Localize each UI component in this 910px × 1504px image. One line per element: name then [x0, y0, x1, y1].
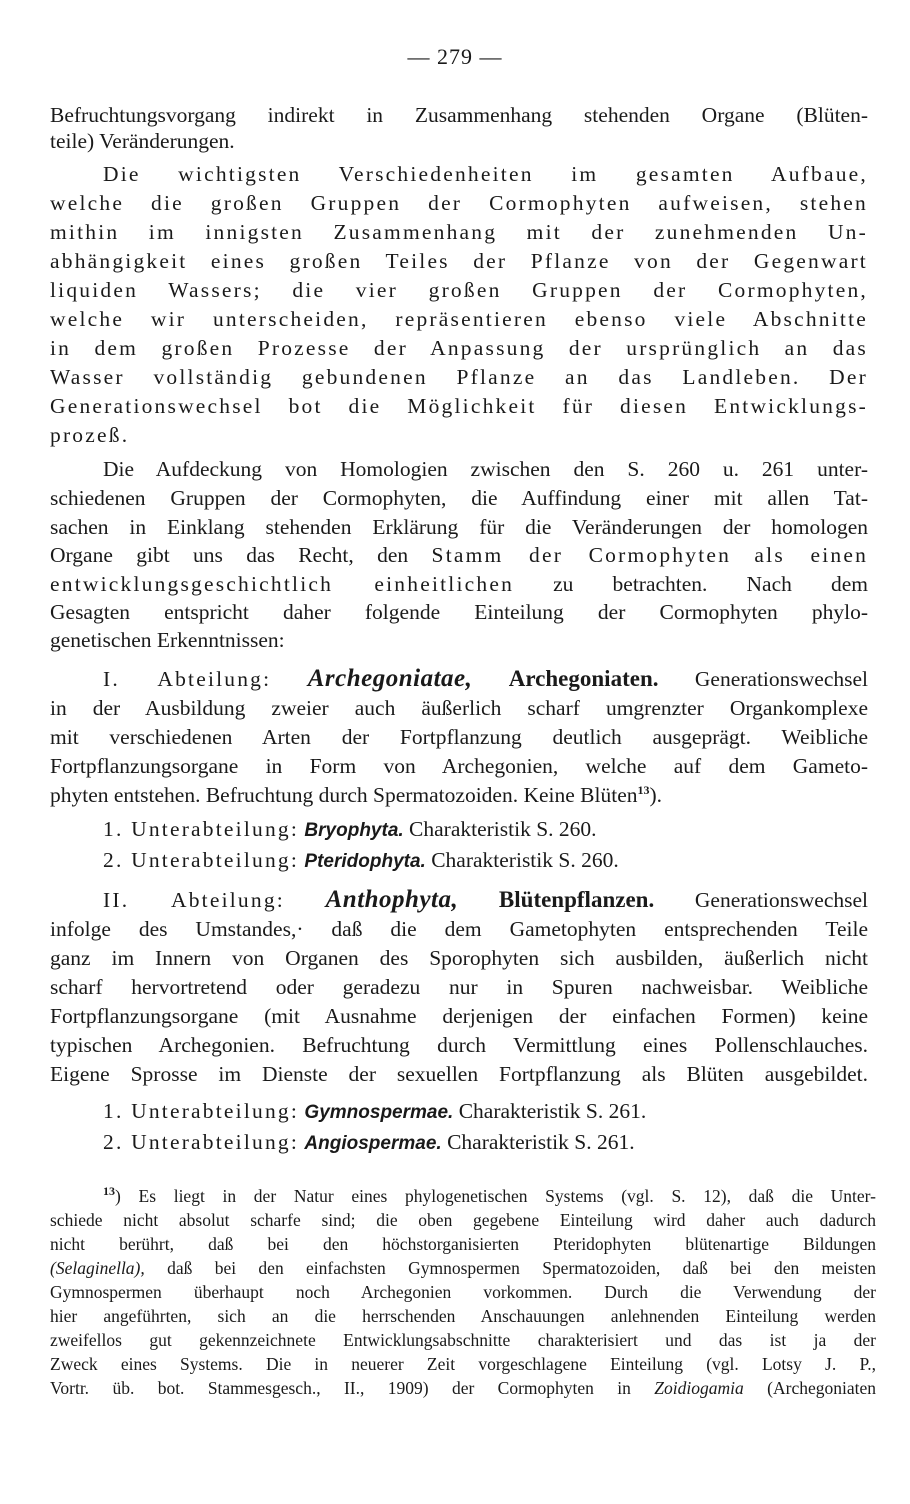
text-fragment: Organe gibt uns das Recht, den [50, 543, 409, 567]
text-fragment: Generationswechsel [694, 888, 868, 912]
footnote-line: zweifellos gut gekennzeichnete Entwicklungsabschnitte charakterisiert und das ist ja der [50, 1330, 876, 1350]
subdivision-label: 1. Unterabteilung: [103, 1099, 300, 1123]
text-line: Befruchtungsvorgang indirekt in Zusammenhang stehenden Organe (Blüten- [50, 103, 868, 127]
footnote-line: Zweck eines Systems. Die in neuerer Zeit vorgeschlagene Einteilung (vgl. Lotsy J. P., [50, 1354, 876, 1374]
text-fragment: Generationswechsel [694, 667, 869, 691]
emphasized-text: als einen [754, 543, 869, 567]
text-line: prozeß. [50, 423, 130, 447]
text-line: sachen in Einklang stehenden Erklärung für die Veränderungen der homologen [50, 515, 868, 539]
text-line: scharf hervortretend oder geradezu nur in Spuren nachweisbar. Weibliche [50, 975, 868, 999]
footnote-line: hier angeführten, sich an die herrschenden Anschauungen anlehnenden Einteilung werden [50, 1306, 876, 1326]
division-label: I. Abteilung: [103, 667, 272, 691]
division-latin-name: Archegoniatae, [307, 665, 473, 692]
subdivision-name: Bryophyta. [304, 820, 404, 841]
italic-term: (Selaginella), [50, 1258, 145, 1278]
subdivision-label: 1. Unterabteilung: [103, 817, 300, 841]
footnote-marker: 13 [103, 1184, 115, 1199]
footnote-reference: 13 [637, 782, 650, 797]
text-line: Die wichtigsten Verschiedenheiten im gesamten Aufbaue, [103, 162, 868, 186]
division-label: II. Abteilung: [103, 888, 285, 912]
division-heading [103, 665, 868, 693]
text-line [50, 781, 868, 809]
subdivision-name: Gymnospermae. [304, 1102, 454, 1123]
text-fragment: Vortr. üb. bot. Stammesgesch., II., 1909) der Cormophyten in [50, 1378, 655, 1398]
text-line [50, 570, 868, 598]
text-line: teile) Veränderungen. [50, 129, 235, 153]
subdivision-line [103, 815, 597, 845]
text-line: typischen Archegonien. Befruchtung durch Vermittlung eines Pollenschlauches. [50, 1033, 868, 1057]
text-line: welche die großen Gruppen der Cormophyten aufweisen, stehen [50, 191, 868, 215]
subdivision-reference: Charakteristik S. 261. [447, 1130, 635, 1154]
division-heading [103, 886, 868, 914]
text-fragment: zu betrachten. Nach dem [553, 572, 869, 596]
text-fragment: phyten entstehen. Befruchtung durch Spermatozoiden. Keine Blüten [50, 783, 638, 807]
text-line: Wasser vollständig gebundenen Pflanze an das Landleben. Der [50, 365, 868, 389]
text-line: Die Aufdeckung von Homologien zwischen den S. 260 u. 261 unter- [103, 457, 868, 481]
emphasized-text: entwicklungsgeschichtlich einheitlichen [50, 572, 515, 596]
text-line: welche wir unterscheiden, repräsentieren ebenso viele Abschnitte [50, 307, 868, 331]
text-line: in der Ausbildung zweier auch äußerlich scharf umgrenzter Organkomplexe [50, 696, 868, 720]
subdivision-name: Pteridophyta. [304, 851, 426, 872]
text-line: abhängigkeit eines großen Teiles der Pflanze von der Gegenwart [50, 249, 868, 273]
text-line: mithin im innigsten Zusammenhang mit der zunehmenden Un- [50, 220, 868, 244]
text-line: liquiden Wassers; die vier großen Gruppen der Cormophyten, [50, 278, 868, 302]
text-line: Generationswechsel bot die Möglichkeit für diesen Entwicklungs- [50, 394, 868, 418]
division-german-name: Archegoniaten. [508, 666, 659, 691]
text-line [50, 541, 868, 569]
subdivision-name: Angiospermae. [304, 1133, 442, 1154]
emphasized-text: Stamm der Cormophyten [431, 543, 732, 567]
text-line: Fortpflanzungsorgane in Form von Archegonien, welche auf dem Gameto- [50, 754, 868, 778]
text-line: mit verschiedenen Arten der Fortpflanzung deutlich ausgeprägt. Weibliche [50, 725, 868, 749]
division-latin-name: Anthophyta, [325, 886, 459, 913]
subdivision-reference: Charakteristik S. 260. [409, 817, 597, 841]
text-fragment: ). [649, 783, 663, 807]
footnote-line [50, 1377, 876, 1400]
text-line: Fortpflanzungsorgane (mit Ausnahme derjenigen der einfachen Formen) keine [50, 1004, 868, 1028]
text-line: in dem großen Prozesse der Anpassung der ursprünglich an das [50, 336, 868, 360]
footnote-line [103, 1185, 876, 1208]
text-line: infolge des Umstandes,· daß die dem Gametophyten entsprechenden Teile [50, 917, 868, 941]
text-line: Eigene Sprosse im Dienste der sexuellen Fortpflanzung als Blüten ausgebildet. [50, 1062, 868, 1086]
page-number: — 279 — [407, 44, 503, 69]
text-fragment: ) Es liegt in der Natur eines phylogenetischen Systems (vgl. S. 12), daß die Unter- [115, 1186, 876, 1206]
text-line: genetischen Erkenntnissen: [50, 628, 285, 652]
text-fragment: daß bei den einfachsten Gymnospermen Spermatozoiden, daß bei den meisten [144, 1258, 876, 1278]
subdivision-line [103, 1128, 635, 1158]
footnote-line: Gymnospermen überhaupt noch Archegonien vorkommen. Durch die Verwendung der [50, 1282, 876, 1302]
text-line: ganz im Innern von Organen des Sporophyten sich ausbilden, äußerlich nicht [50, 946, 868, 970]
text-line: Gesagten entspricht daher folgende Einteilung der Cormophyten phylo- [50, 600, 868, 624]
footnote-line: nicht berührt, daß bei den höchstorganisierten Pteridophyten blütenartige Bildungen [50, 1234, 876, 1254]
subdivision-line [103, 846, 619, 876]
text-line: schiedenen Gruppen der Cormophyten, die Auffindung einer mit allen Tat- [50, 486, 868, 510]
division-german-name: Blütenpflanzen. [498, 887, 655, 912]
subdivision-reference: Charakteristik S. 260. [431, 848, 619, 872]
subdivision-label: 2. Unterabteilung: [103, 1130, 300, 1154]
subdivision-reference: Charakteristik S. 261. [458, 1099, 647, 1123]
italic-term: Zoidiogamia [654, 1378, 744, 1398]
footnote-line [50, 1257, 876, 1280]
subdivision-label: 2. Unterabteilung: [103, 848, 300, 872]
subdivision-line [103, 1097, 646, 1127]
text-fragment: (Archegoniaten [743, 1378, 876, 1398]
footnote-line: schiede nicht absolut scharfe sind; die oben gegebene Einteilung wird daher auch dadurch [50, 1210, 876, 1230]
